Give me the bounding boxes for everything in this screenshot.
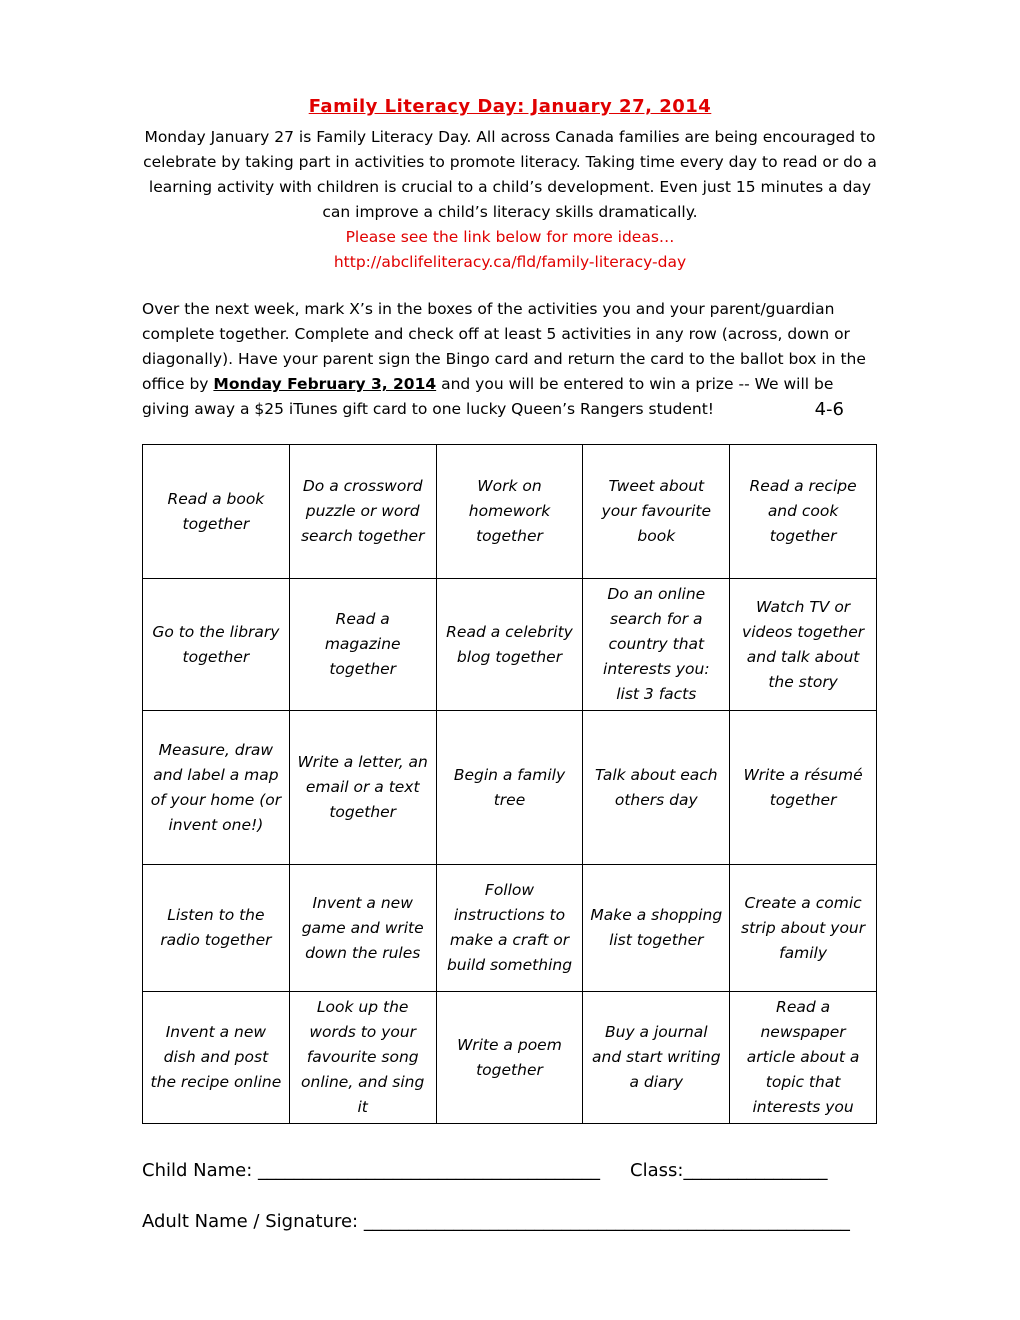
- bingo-cell[interactable]: Read a celebrity blog together: [436, 579, 583, 711]
- intro-paragraph: Monday January 27 is Family Literacy Day. All across Canada families are being encouraged to celebrate by taking part in activities to promote literacy. Taking time every day to read or do a learning activity with children is crucial to a child’s development. Even just 15 minutes a day can improve a child’s literacy skills dramatically.: [143, 128, 877, 221]
- bingo-row: [143, 445, 877, 579]
- due-date: Monday February 3, 2014: [213, 375, 437, 393]
- instructions-text-start: Over the next week, mark X’s in the boxes of the activities you and your parent/guardian complete together. Complete and check off at least 5 activities in any row (across, down or diagonally). Have your parent sign the Bingo card and return the card to the ballot box in the office by: [142, 300, 866, 393]
- bingo-cell[interactable]: Write a poem together: [436, 992, 583, 1124]
- bingo-cell[interactable]: Write a résumé together: [730, 711, 877, 865]
- bingo-cell[interactable]: Look up the words to your favourite song online, and sing it: [289, 992, 436, 1124]
- bingo-row: [143, 992, 877, 1124]
- bingo-row: [143, 865, 877, 992]
- bingo-cell[interactable]: Read a recipe and cook together: [730, 445, 877, 579]
- bingo-cell[interactable]: Invent a new game and write down the rules: [289, 865, 436, 992]
- bingo-cell[interactable]: Read a magazine together: [289, 579, 436, 711]
- bingo-cell[interactable]: Do an online search for a country that interests you: list 3 facts: [583, 579, 730, 711]
- bingo-cell[interactable]: Watch TV or videos together and talk about the story: [730, 579, 877, 711]
- class-label: Class:: [630, 1160, 684, 1181]
- adult-signature-blank[interactable]: ______________________________________________________: [363, 1211, 850, 1232]
- page-title: Family Literacy Day: January 27, 2014: [308, 96, 712, 117]
- adult-signature-line: [142, 1211, 878, 1232]
- literacy-day-link[interactable]: http://abclifeliteracy.ca/fld/family-literacy-day: [333, 253, 687, 271]
- bingo-row: [143, 579, 877, 711]
- link-prompt: Please see the link below for more ideas…: [345, 228, 675, 246]
- child-name-label: Child Name:: [142, 1160, 253, 1181]
- instructions-paragraph: [142, 297, 878, 422]
- child-name-blank[interactable]: ______________________________________: [258, 1160, 601, 1181]
- instructions-text-end: and you will be entered to win a prize -- We will be giving away a $25 iTunes gift card to one lucky Queen’s Rangers student!: [142, 375, 834, 418]
- child-name-line: [142, 1160, 878, 1181]
- bingo-cell[interactable]: Listen to the radio together: [143, 865, 290, 992]
- bingo-cell[interactable]: Go to the library together: [143, 579, 290, 711]
- bingo-cell[interactable]: Begin a family tree: [436, 711, 583, 865]
- bingo-cell[interactable]: Invent a new dish and post the recipe online: [143, 992, 290, 1124]
- bingo-cell[interactable]: Read a book together: [143, 445, 290, 579]
- bingo-cell[interactable]: Buy a journal and start writing a diary: [583, 992, 730, 1124]
- bingo-cell[interactable]: Tweet about your favourite book: [583, 445, 730, 579]
- bingo-cell[interactable]: Talk about each others day: [583, 711, 730, 865]
- grade-label: 4-6: [814, 399, 844, 420]
- bingo-cell[interactable]: Make a shopping list together: [583, 865, 730, 992]
- bingo-cell[interactable]: Create a comic strip about your family: [730, 865, 877, 992]
- class-blank[interactable]: ________________: [683, 1160, 828, 1181]
- adult-signature-label: Adult Name / Signature:: [142, 1211, 359, 1232]
- bingo-card: [142, 444, 877, 1124]
- bingo-cell[interactable]: Work on homework together: [436, 445, 583, 579]
- bingo-cell[interactable]: Measure, draw and label a map of your home (or invent one!): [143, 711, 290, 865]
- bingo-cell[interactable]: Read a newspaper article about a topic that interests you: [730, 992, 877, 1124]
- bingo-row: [143, 711, 877, 865]
- bingo-cell[interactable]: Follow instructions to make a craft or build something: [436, 865, 583, 992]
- bingo-cell[interactable]: Do a crossword puzzle or word search together: [289, 445, 436, 579]
- bingo-cell[interactable]: Write a letter, an email or a text together: [289, 711, 436, 865]
